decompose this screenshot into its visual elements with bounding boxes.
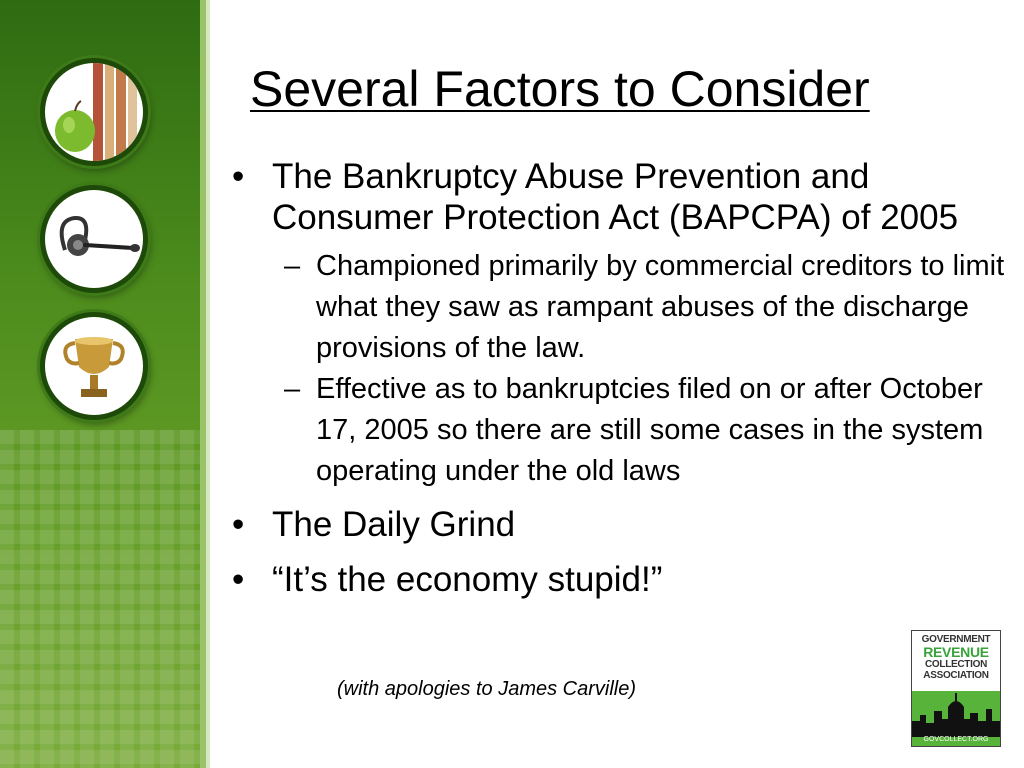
sub-bullet-list: [226, 246, 1022, 492]
sidebar-grid-pattern: [0, 430, 200, 768]
apple-books-icon: [45, 63, 143, 161]
badge-trophy: [40, 312, 148, 420]
sub-bullet-text: Effective as to bankruptcies filed on or after October 17, 2005 so there are still some cases in the system operating under the old laws: [316, 373, 984, 487]
headset-icon: [45, 190, 143, 288]
badge-apple-books: [40, 58, 148, 166]
logo-line-revenue: REVENUE: [923, 644, 989, 660]
logo-line-association: ASSOCIATION: [923, 670, 989, 681]
logo-line-government: GOVERNMENT: [921, 634, 991, 645]
grca-logo: [911, 630, 1001, 747]
attribution-note: (with apologies to James Carville): [337, 678, 637, 700]
bullet-marker: •: [232, 505, 245, 544]
bullet-marker: •: [232, 157, 245, 196]
sub-bullet-item: [226, 369, 1022, 492]
sub-bullet-item: [226, 246, 1022, 369]
bullet-text: The Bankruptcy Abuse Prevention and Consumer Protection Act (BAPCPA) of 2005: [272, 157, 959, 237]
capitol-skyline-icon: [912, 691, 1000, 737]
trophy-icon: [45, 317, 143, 415]
bullet-item: [226, 156, 1022, 238]
logo-line-collection: COLLECTION: [925, 659, 987, 670]
bullet-item: [226, 559, 1022, 600]
bullet-list: [226, 156, 1022, 614]
slide-title: Several Factors to Consider: [250, 61, 870, 117]
sub-bullet-marker: –: [284, 250, 301, 282]
sub-bullet-marker: –: [284, 373, 301, 405]
sidebar-stripe-light: [206, 0, 210, 768]
bullet-text: The Daily Grind: [272, 505, 516, 544]
bullet-text: “It’s the economy stupid!”: [272, 560, 663, 599]
logo-url: GOVCOLLECT.ORG: [923, 736, 989, 743]
bullet-item: [226, 504, 1022, 545]
badge-headset: [40, 185, 148, 293]
bullet-marker: •: [232, 560, 245, 599]
sub-bullet-text: Championed primarily by commercial creditors to limit what they saw as rampant abuses of the discharge provisions of the law.: [316, 250, 1005, 364]
